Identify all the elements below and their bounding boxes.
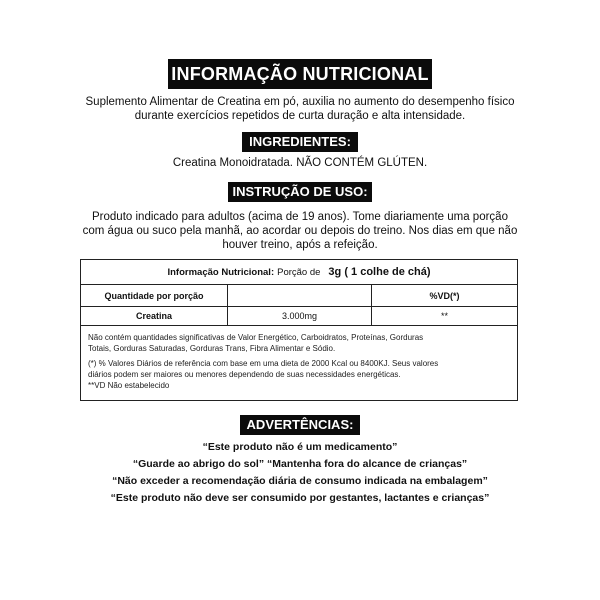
description-line-2: durante exercícios repetidos de curta duração e alta intensidade. (134, 110, 466, 122)
ingredients-text: Creatina Monoidratada. NÃO CONTÉM GLÚTEN. (172, 157, 428, 169)
table-row (81, 307, 517, 326)
table-header-portion-label: Porção de (277, 266, 321, 278)
table-note-1-line-1: Não contém quantidades significativas de Valor Energético, Carboidratos, Proteínas, Gorduras (88, 333, 424, 342)
table-header-row (81, 260, 517, 285)
col-blank-header (227, 285, 371, 306)
table-note-1-line-2: Totais, Gorduras Saturadas, Gorduras Trans, Fibra Alimentar e Sódio. (88, 344, 336, 353)
instructions-heading: INSTRUÇÃO DE USO: (228, 182, 372, 202)
table-note-3: **VD Não estabelecido (88, 381, 170, 390)
row-vd: ** (371, 307, 517, 325)
warnings-heading: ADVERTÊNCIAS: (240, 415, 360, 435)
warning-line-2: “Guarde ao abrigo do sol” “Mantenha fora do alcance de crianças” (132, 458, 468, 470)
nutrition-table (80, 259, 518, 401)
table-header-label: Informação Nutricional: (167, 266, 275, 278)
table-header-cell (81, 260, 517, 284)
warning-line-4: “Este produto não deve ser consumido por gestantes, lactantes e crianças” (110, 492, 490, 504)
table-note-2-line-2: diários podem ser maiores ou menores dependendo de suas necessidades energéticas. (88, 370, 401, 379)
table-column-header-row (81, 285, 517, 307)
description-line-1: Suplemento Alimentar de Creatina em pó, auxilia no aumento do desempenho físico (85, 96, 515, 108)
col-vd-header: %VD(*) (371, 285, 517, 306)
col-quantity-header: Quantidade por porção (104, 290, 204, 301)
warning-line-1: “Este produto não é um medicamento” (202, 441, 398, 453)
warning-line-3: “Não exceder a recomendação diária de consumo indicada na embalagem” (112, 475, 488, 487)
table-header-portion-value: 3g ( 1 colhe de chá) (328, 266, 431, 278)
instructions-line-2: com água ou suco pela manhã, ao acordar ou depois do treino. Nos dias em que não (82, 225, 518, 237)
ingredients-heading: INGREDIENTES: (242, 132, 358, 152)
instructions-line-1: Produto indicado para adultos (acima de 19 anos). Tome diariamente uma porção (92, 211, 508, 223)
instructions-line-3: houver treino, após a refeição. (222, 239, 378, 251)
row-name: Creatina (135, 311, 172, 321)
row-amount: 3.000mg (227, 307, 371, 325)
table-note-2-line-1: (*) % Valores Diários de referência com base em uma dieta de 2000 Kcal ou 8400KJ. Seus valores (88, 359, 439, 368)
page-title: INFORMAÇÃO NUTRICIONAL (168, 59, 432, 89)
